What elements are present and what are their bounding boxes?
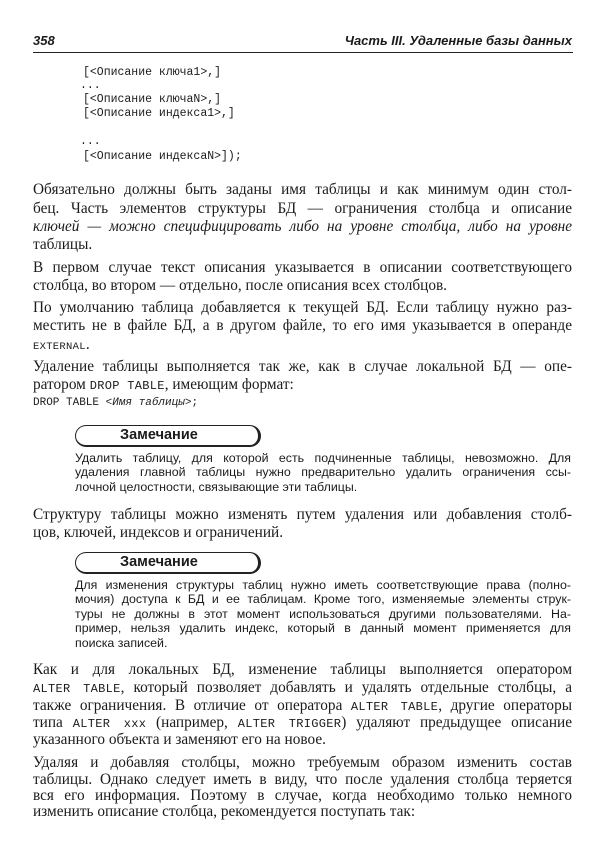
- text-line: [33, 376, 572, 395]
- code-terminator: ;: [191, 397, 199, 409]
- note-line: поиска записей.: [75, 636, 168, 650]
- note-line: лочной целостности, связывающие эти таблицы.: [75, 480, 358, 494]
- note-line: Удалить таблицу, для которой есть подчиненные таблицы, невозможно. Для: [75, 451, 571, 465]
- running-title: Часть III. Удаленные базы данных: [344, 33, 572, 48]
- note-title: Замечание: [120, 554, 198, 570]
- code-placeholder: <Имя таблицы>: [105, 397, 192, 409]
- note-line: туры не должны в этот момент использоваться другими пользователями. На-: [75, 607, 571, 621]
- text-line: таблицы. Однако следует иметь в виду, что после удаления столбца теряется: [33, 771, 572, 788]
- text-line: [33, 679, 572, 698]
- text-fragment: типа: [33, 714, 73, 731]
- text-line: В первом случае текст описания указывается в описании соответствующего: [33, 259, 572, 276]
- text-line: столбца, во втором — отдельно, после описания всех столбцов.: [33, 277, 448, 294]
- code-term: ALTER TRIGGER: [237, 717, 342, 731]
- page-number: 358: [33, 33, 55, 48]
- code-term: ALTER TABLE: [33, 682, 121, 696]
- header-rule: [33, 52, 573, 53]
- text-fragment: также ограничения. В отличие от оператора: [33, 697, 351, 714]
- code-keyword: DROP TABLE: [33, 397, 106, 409]
- text-line: [33, 336, 572, 356]
- code-term: EXTERNAL: [33, 341, 86, 353]
- text-line: вся его информация. Поэтому в случае, когда необходимо только немного: [33, 787, 572, 804]
- text-line: ключей — можно специфицировать либо на уровне столбца, либо на уровне: [33, 218, 572, 235]
- code-line: ...: [80, 135, 101, 148]
- text-line: Как и для локальных БД, изменение таблицы выполняется оператором: [33, 661, 572, 678]
- text-fragment: ратором: [33, 376, 90, 393]
- note-label-box: [75, 425, 261, 447]
- text-fragment: ) удаляют предыдущее описание: [341, 714, 573, 731]
- text-fragment: (например,: [146, 714, 238, 731]
- text-line: таблицы.: [33, 236, 93, 253]
- code-line: ...: [80, 79, 101, 92]
- note-line: Для изменения структуры таблиц нужно иметь соответствующие права (полно-: [75, 578, 571, 592]
- text-line: По умолчанию таблица добавляется к текущей БД. Если таблицу нужно раз-: [33, 299, 572, 316]
- note-label-box: [75, 552, 261, 574]
- text-line: изменить описание столбца, рекомендуется поступать так:: [33, 803, 416, 820]
- text-fragment: .: [85, 336, 90, 353]
- text-line: Обязательно должны быть заданы имя таблицы и как минимум один стол-: [33, 181, 572, 198]
- code-line: [<Описание ключа1>,]: [83, 66, 222, 79]
- code-line: [<Описание ключаN>,]: [83, 93, 222, 106]
- code-line: [<Описание индексаN>]);: [83, 150, 242, 163]
- code-term: DROP TABLE: [89, 379, 165, 393]
- text-line: бец. Часть элементов структуры БД — ограничения столбца и описание: [33, 200, 572, 217]
- note-title: Замечание: [120, 427, 198, 443]
- text-fragment: , имеющим формат:: [164, 376, 294, 393]
- code-term: ALTER xxx: [72, 717, 147, 731]
- text-line: указанного объекта и заменяют его на новое.: [33, 731, 326, 748]
- text-line: Удаление таблицы выполняется так же, как в случае локальной БД — опе-: [33, 358, 572, 375]
- note-line: мочия) доступа к БД и ее таблицам. Кроме того, изменяемые элементы струк-: [75, 592, 571, 606]
- text-fragment: , который позволяет добавлять и удалять отдельные столбцы, а: [120, 679, 572, 696]
- text-line: Удаляя и добавляя столбцы, можно требуемым образом изменить состав: [33, 754, 572, 771]
- text-fragment: , другие операторы: [438, 697, 573, 714]
- code-line: [<Описание индекса1>,]: [83, 107, 235, 120]
- text-line: Структуру таблицы можно изменять путем удаления или добавления столб-: [33, 506, 572, 523]
- note-line: удаления главной таблицы нужно предварительно удалить ограничения ссы-: [75, 465, 571, 479]
- drop-table-syntax: [33, 397, 198, 409]
- text-line: местить не в файле БД, а в другом файле, то его имя указывается в операнде: [33, 317, 572, 334]
- code-term: ALTER TABLE: [350, 700, 439, 714]
- note-line: пример, нельзя удалить индекс, который в данный момент применяется для: [75, 621, 571, 635]
- text-line: цов, ключей, индексов и ограничений.: [33, 524, 284, 541]
